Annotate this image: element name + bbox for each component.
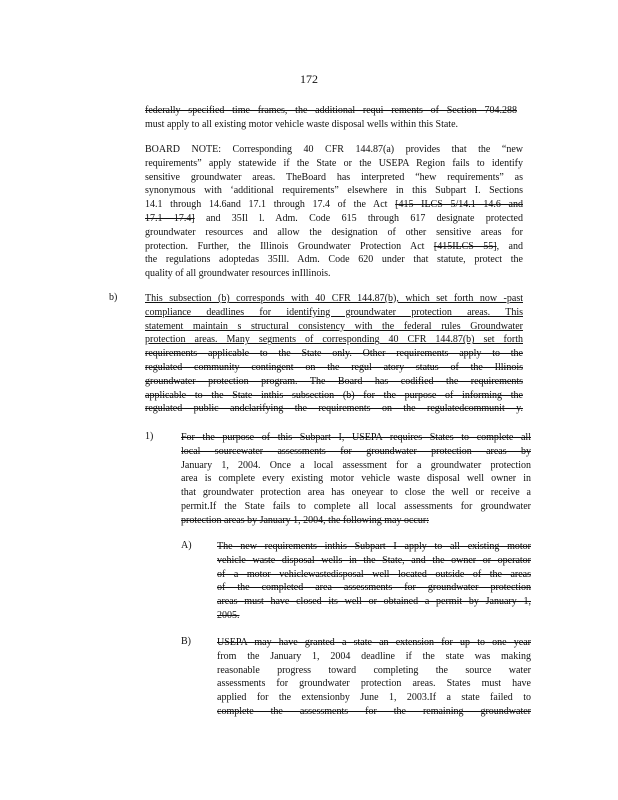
item-b [217,636,531,719]
text-line: applicable to the State inthis subsection (b) for the purpose of informing the [145,389,523,401]
text-line: area is complete every existing motor vehicle waste disposal well owner in [181,473,531,485]
text-line [145,198,523,212]
intro-paragraph [145,104,517,132]
text-line: the regulations adoptedas 35Ill. Adm. Code 620 under that statute, protect the [145,254,523,266]
text-line: from the January 1, 2004 deadline if the state was making [217,650,531,662]
item-a [217,540,531,623]
page-number: 172 [300,72,318,86]
text-line [145,240,523,254]
text-line: vehicle waste disposal wells in the State, and the owner or operator [217,554,531,566]
text-line: regulated community contingent on the regul atory status of the Illinois [145,361,523,373]
text-line: assessments for groundwater protection areas. States must have [217,678,531,690]
text-line: protection areas. Many segments of corresponding 40 CFR 144.87(b) set forth [145,334,523,346]
text-segment: protection. Further, the Illinois Groundwater Protection Act [145,240,434,252]
deleted-citation: [415 ILCS 5/14.1 14.6 and [395,199,523,211]
text-line: permit.If the State fails to complete all local assessments for groundwater [181,500,531,512]
item-marker: B) [181,636,191,647]
item-1 [181,431,531,528]
text-line [145,212,523,226]
text-line: of a motor vehiclewastedisposal well located outside of the areas [217,568,531,580]
text-line: statement maintain s structural consistency with the federal rules Groundwater [145,320,523,332]
text-line: sensitive groundwater areas. TheBoard has interpreted “hew requirements” as [145,171,523,183]
text-segment: , and [496,240,523,252]
text-line: 2005. [217,609,240,621]
text-line: regulated public andclarifying the requirements on the regulatedcommunit y. [145,403,523,415]
text-line: This subsection (b) corresponds with 40 CFR 144.87(b), which set forth now -past [145,293,523,304]
text-line: January 1, 2004. Once a local assessment for a groundwater protection [181,459,531,471]
item-marker: A) [181,540,192,551]
text-line: requirements applicable to the State only. Other requirements apply to the [145,348,523,360]
text-line: synonymous with ‘additional requirements” elsewhere in this Subpart I. Sections [145,185,523,197]
text-line: BOARD NOTE: Corresponding 40 CFR 144.87(a) provides that the “new [145,144,523,155]
text-line: must apply to all existing motor vehicle waste disposal wells within this State. [145,118,459,130]
text-line: USEPA may have granted a state an extension for up to one year [217,637,531,648]
text-line: of the completed area assessments for groundwater protection [217,582,531,594]
board-note [145,143,523,281]
subsection-b [145,292,523,416]
text-line: protection areas by January 1, 2004, the following may occur: [181,514,429,526]
text-line: groundwater protection program. The Board has codified the requirements [145,375,523,387]
text-line: applied for the extensionby June 1, 2003.If a state failed to [217,692,531,704]
text-line: The new requirements inthis Subpart I apply to all existing motor [217,541,531,552]
text-line: requirements” apply statewide if the State or the USEPA Region fails to identify [145,157,523,169]
text-line: that groundwater protection area has oneyear to close the well or receive a [181,487,531,499]
text-line: quality of all groundwater resources inIllinois. [145,268,331,280]
subsection-marker: b) [109,292,118,303]
item-marker: 1) [145,431,154,442]
text-segment: 14.1 through 14.6and 17.1 through 17.4 of the Act [145,199,396,211]
text-segment: and 35Il l. Adm. Code 615 through 617 designate protected [194,212,523,224]
text-line: groundwater resources and allow the designation of other sensitive areas for [145,226,523,238]
text-line: areas must have closed its well or obtained a permit by January 1, [217,596,531,608]
text-line: federally specified time frames, the additional requi rements of Section 704.288 [145,105,517,116]
text-line: reasonable progress toward completing the source water [217,664,531,676]
text-line: complete the assessments for the remaining groundwater [217,705,531,717]
text-line: compliance deadlines for identifying groundwater protection areas. This [145,306,523,318]
text-line: local sourcewater assessments for groundwater protection areas by [181,445,531,457]
text-line: For the purpose of this Subpart I, USEPA requires States to complete all [181,432,531,443]
deleted-citation: [415ILCS 55] [433,240,497,252]
deleted-citation: 17.1 17.4] [145,212,195,224]
